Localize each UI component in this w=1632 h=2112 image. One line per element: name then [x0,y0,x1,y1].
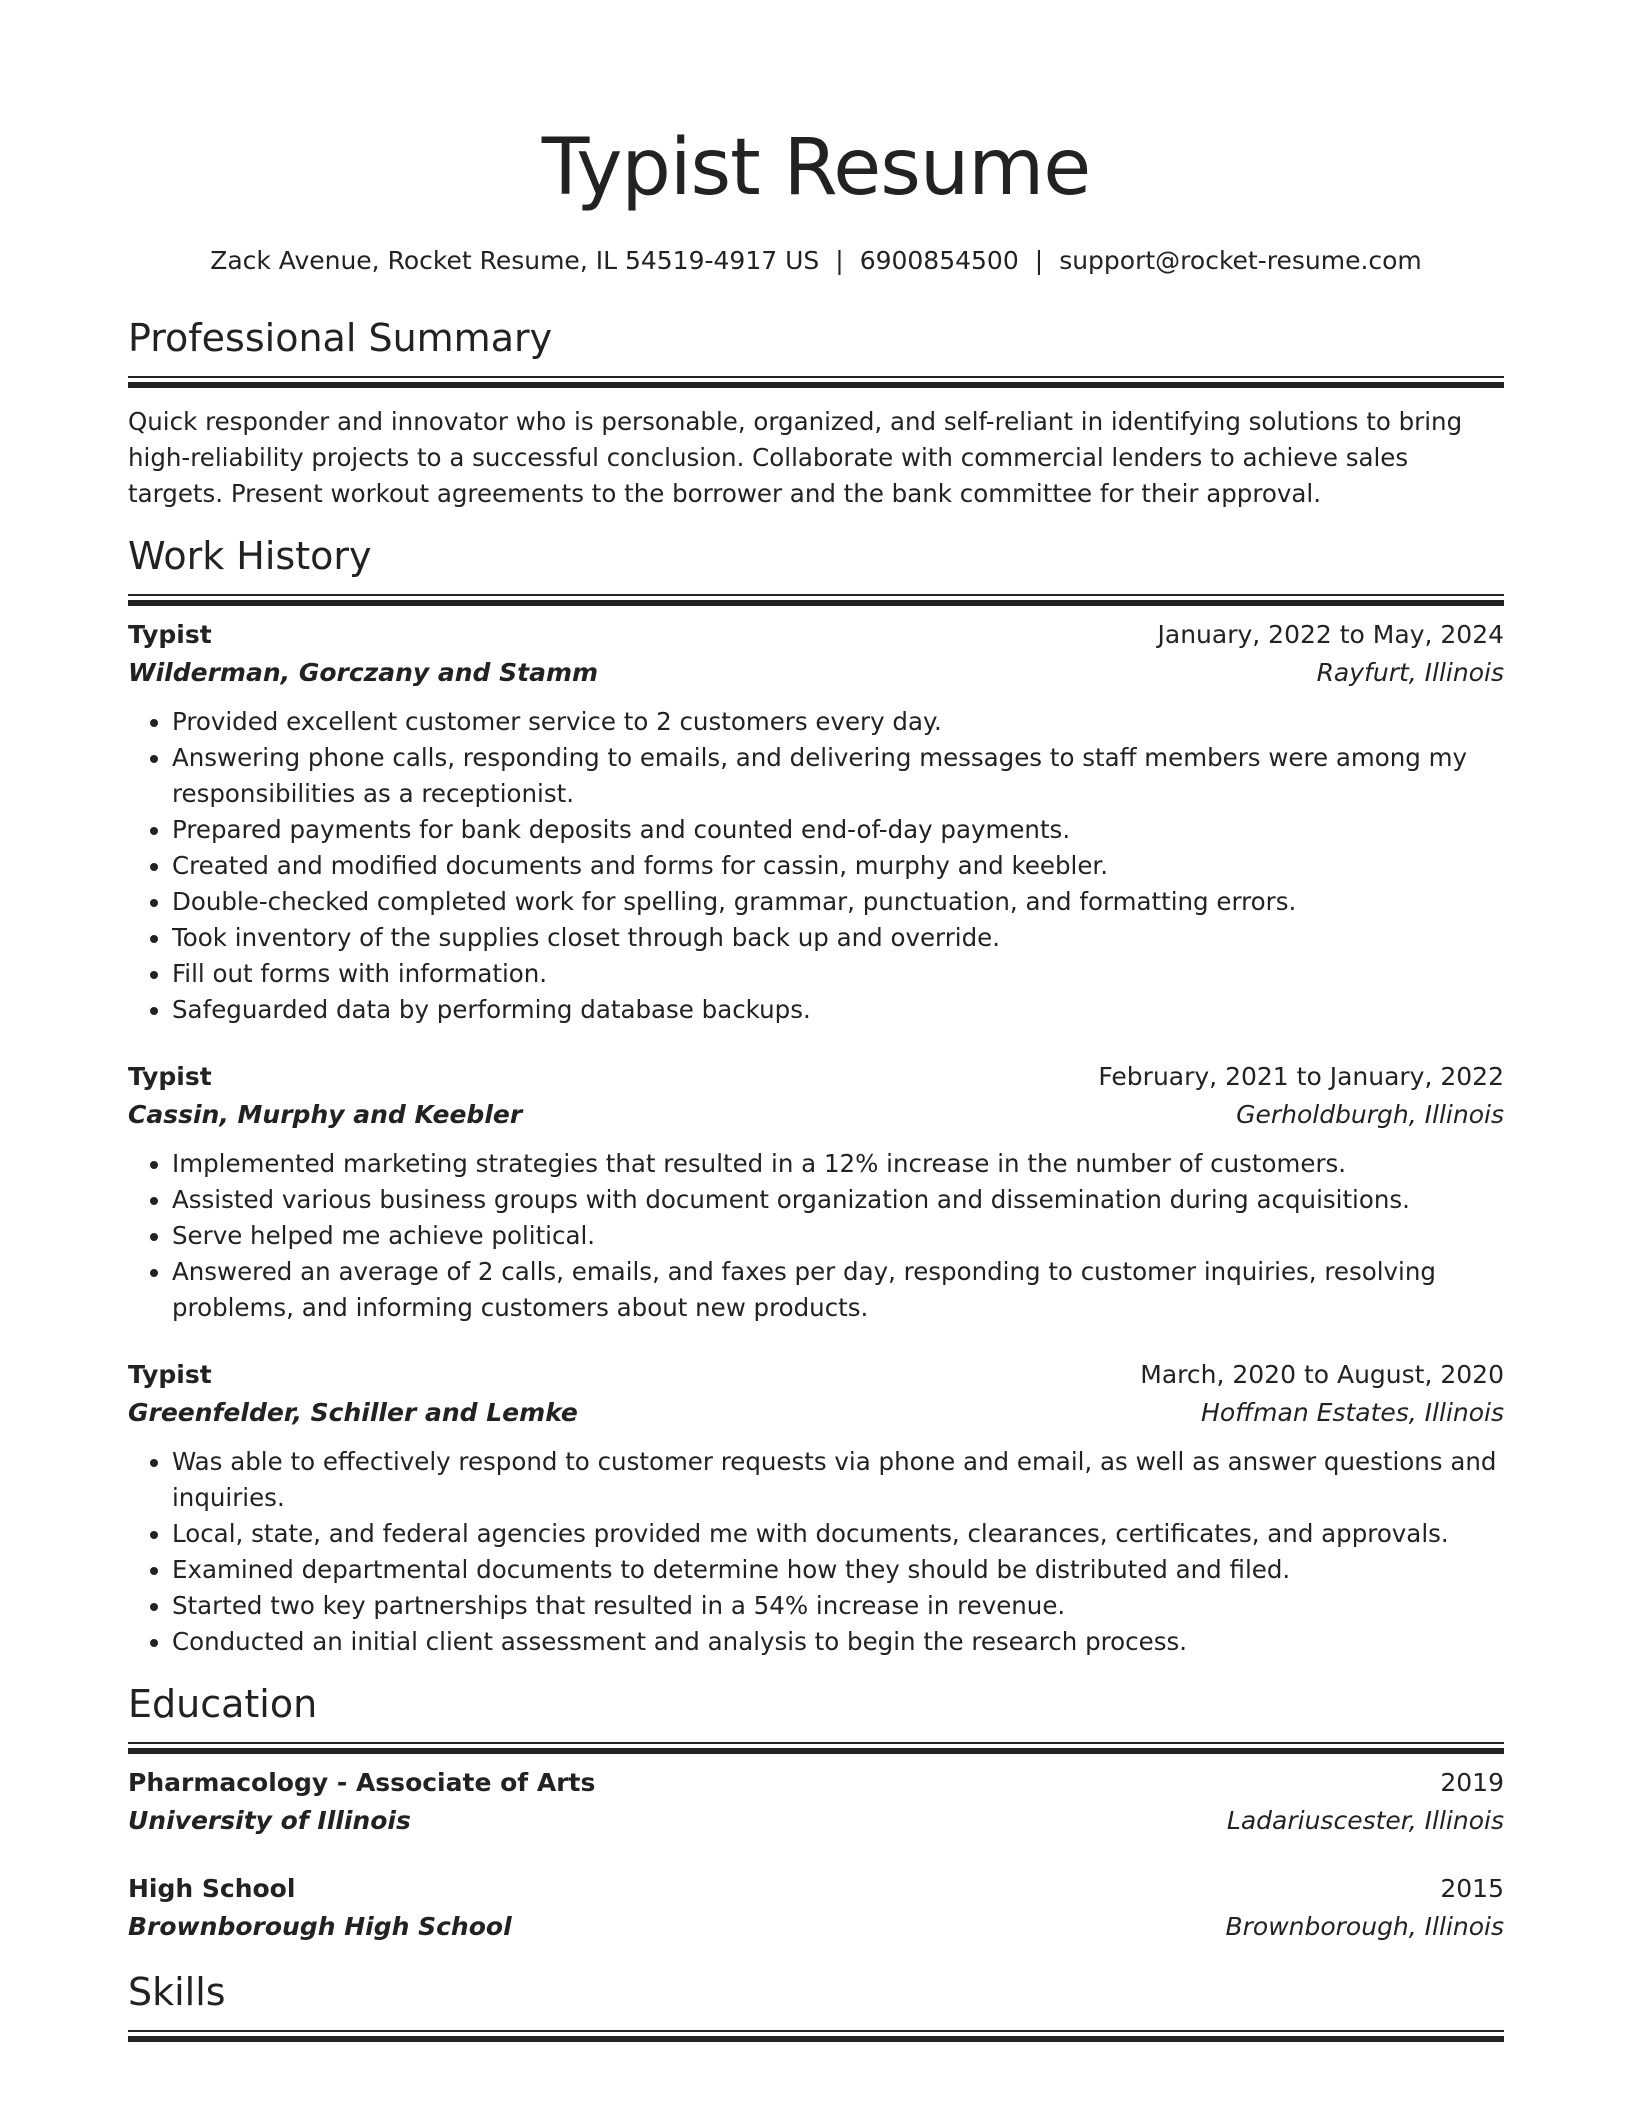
job-bullet: • Local, state, and federal agencies provided me with documents, clearances, certificates, and approvals. [172,1516,1504,1552]
job-subheader [128,654,1504,692]
section-divider [128,1742,1504,1752]
section-title-work: Work History [128,534,372,578]
education-subheader [128,1802,1504,1840]
job-dates: February, 2021 to January, 2022 [1098,1062,1504,1091]
contact-address: Zack Avenue, Rocket Resume, IL 54519-4917 US [210,246,820,275]
skills-section [128,1968,1504,2040]
job-role: Typist [128,1360,212,1389]
job-bullet: • Assisted various business groups with document organization and dissemination during acquisitions. [172,1182,1504,1218]
contact-email: support@rocket-resume.com [1059,246,1422,275]
contact-phone: 6900854500 [859,246,1019,275]
job-bullet: • Provided excellent customer service to 2 customers every day. [172,704,1504,740]
job-bullets [128,704,1504,1028]
section-divider [128,2030,1504,2040]
education-year: 2019 [1440,1768,1504,1797]
job-bullet: • Answered an average of 2 calls, emails, and faxes per day, responding to customer inquiries, resolving problems, and informing customers about new products. [172,1254,1504,1326]
resume-page [128,0,1504,2040]
job-bullet: • Was able to effectively respond to customer requests via phone and email, as well as answer questions and inquiries. [172,1444,1504,1516]
resume-title: Typist Resume [541,123,1091,213]
education-degree: Pharmacology - Associate of Arts [128,1768,596,1797]
education-location: Brownborough, Illinois [1225,1912,1504,1941]
education-header [128,1870,1504,1908]
job-role: Typist [128,1062,212,1091]
education-school: University of Illinois [128,1806,411,1835]
education-subheader [128,1908,1504,1946]
job-entry [128,1356,1504,1660]
education-school: Brownborough High School [128,1912,512,1941]
job-location: Hoffman Estates, Illinois [1201,1398,1504,1427]
job-bullet: • Fill out forms with information. [172,956,1504,992]
job-bullet: • Examined departmental documents to determine how they should be distributed and filed. [172,1552,1504,1588]
education-location: Ladariuscester, Illinois [1226,1806,1504,1835]
summary-text: Quick responder and innovator who is personable, organized, and self-reliant in identifying solutions to bring high-reliability projects to a successful conclusion. Collaborate with commercial lenders to achieve sales targets. Present workout agreements to the borrower and the bank committee for their approval. [128,407,1463,508]
job-bullet: • Conducted an initial client assessment and analysis to begin the research process. [172,1624,1504,1660]
section-divider [128,594,1504,604]
job-bullets [128,1146,1504,1326]
work-section [128,532,1504,1660]
section-title-skills: Skills [128,1970,226,2014]
job-bullet: • Double-checked completed work for spelling, grammar, punctuation, and formatting errors. [172,884,1504,920]
job-bullet: • Started two key partnerships that resulted in a 54% increase in revenue. [172,1588,1504,1624]
education-degree: High School [128,1874,296,1903]
job-bullets [128,1444,1504,1660]
job-dates: January, 2022 to May, 2024 [1157,620,1504,649]
education-section [128,1680,1504,1946]
section-title-summary: Professional Summary [128,316,553,360]
job-bullet: • Prepared payments for bank deposits and counted end-of-day payments. [172,812,1504,848]
contact-separator: | [835,246,844,275]
job-bullet: • Serve helped me achieve political. [172,1218,1504,1254]
education-header [128,1764,1504,1802]
job-subheader [128,1096,1504,1134]
section-title-education: Education [128,1682,318,1726]
job-header [128,1356,1504,1394]
job-header [128,1058,1504,1096]
job-location: Gerholdburgh, Illinois [1236,1100,1504,1129]
education-entry [128,1870,1504,1946]
contact-separator: | [1034,246,1044,275]
job-bullet: • Safeguarded data by performing database backups. [172,992,1504,1028]
job-company: Wilderman, Gorczany and Stamm [128,658,599,687]
job-header [128,616,1504,654]
job-entry [128,616,1504,1028]
section-divider [128,376,1504,386]
contact-line [128,244,1504,278]
job-location: Rayfurt, Illinois [1316,658,1504,687]
job-dates: March, 2020 to August, 2020 [1140,1360,1504,1389]
job-bullet: • Created and modified documents and forms for cassin, murphy and keebler. [172,848,1504,884]
summary-section [128,314,1504,512]
job-company: Cassin, Murphy and Keebler [128,1100,523,1129]
job-role: Typist [128,620,212,649]
education-entry [128,1764,1504,1840]
job-bullet: • Answering phone calls, responding to emails, and delivering messages to staff members were among my responsibilities as a receptionist. [172,740,1504,812]
job-subheader [128,1394,1504,1432]
job-company: Greenfelder, Schiller and Lemke [128,1398,578,1427]
education-year: 2015 [1440,1874,1504,1903]
job-entry [128,1058,1504,1326]
job-bullet: • Took inventory of the supplies closet through back up and override. [172,920,1504,956]
job-bullet: • Implemented marketing strategies that resulted in a 12% increase in the number of customers. [172,1146,1504,1182]
